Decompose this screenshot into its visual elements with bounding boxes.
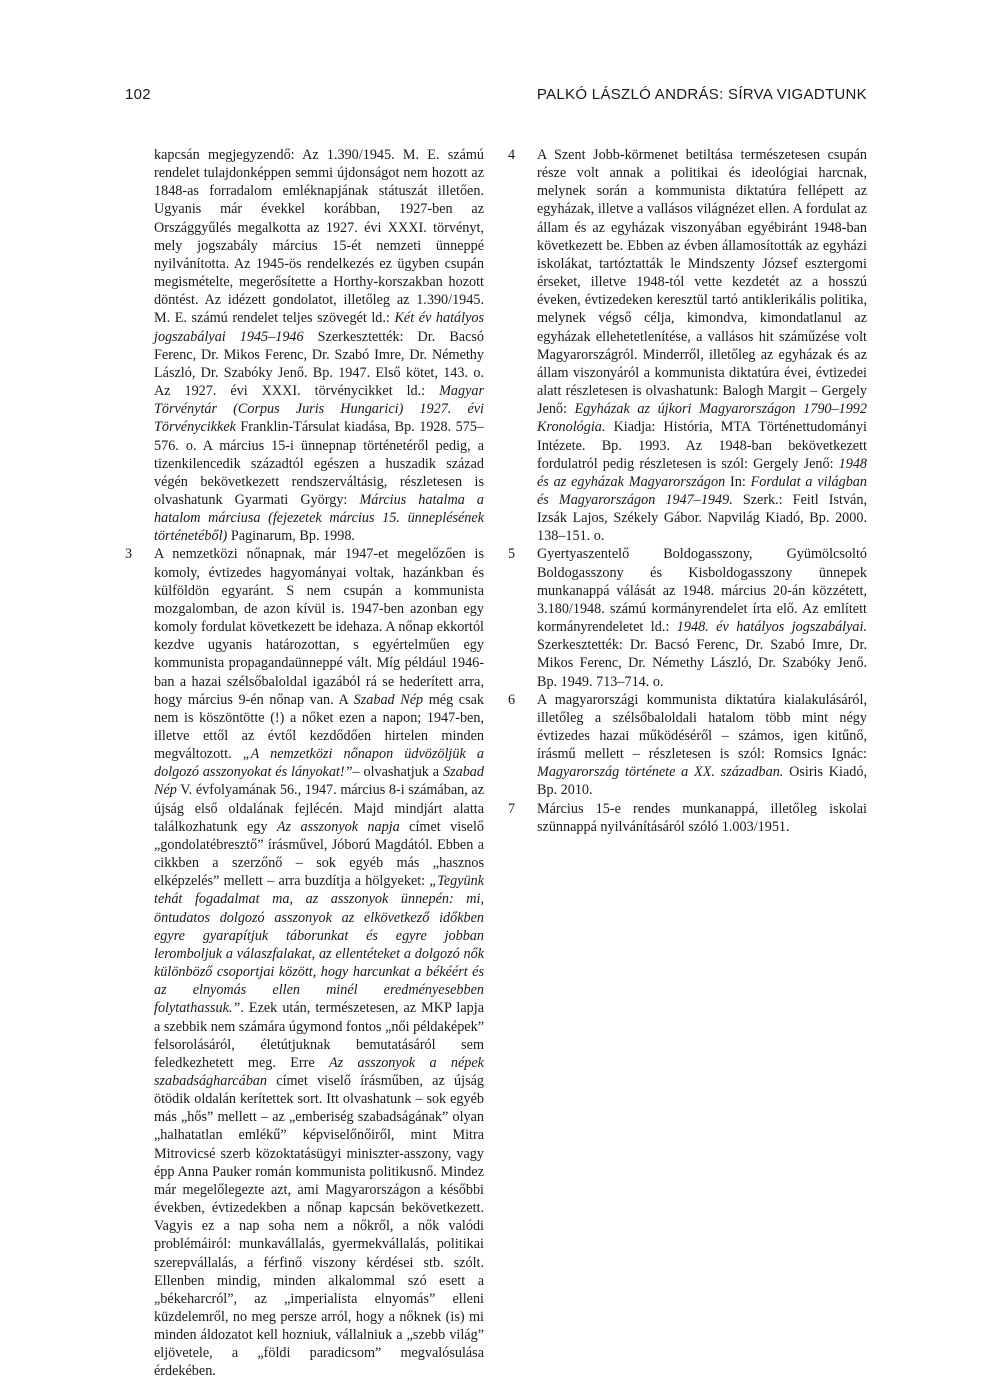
text-run: Franklin-Társulat kiadása, Bp. 1928. 575–576. o. A március 15-i ünnepnap történetéről pedig, a tizenkilencedik századtól egészen a huszadik század végén bekövetkezett rendszerváltásig, részletesen is olvashatunk Gyarmati György: <box>154 419 484 508</box>
text-run: Gyertyaszentelő Boldogasszony, Gyümölcsoltó Boldogasszony és Kisboldogasszony ünnepek munkanappá válását az 1948. március 20-án közzétett, 3.180/1948. számú kormányrendelet írta elő. Az említett kormányrendeletet ld.: <box>537 546 867 636</box>
footnote-text <box>537 800 867 836</box>
footnote-text <box>537 545 867 690</box>
text-run: címet viselő írásműben, az újság ötödik oldalán kerítettek sort. Itt olvashatunk – sok egyéb más „hős” mellett – az „emberiség szabadságának” olyan „halhatatlan emlékű” képviselőnőiről, mint Mitra Mitrovicsé szerb közoktatásügyi miniszter-asszony, vagy épp Anna Pauker román kommunista politikusnő. Mindez már megelőlegezte azt, ami Magyarországon a későbbi években, évtizedekben a nőnap kapcsán bekövetkezett. Vagyis ez a nap soha nem a nőkről, a nők valódi problémáiról: munkavállalás, gyermekvállalás, politikai szerepvállalás, a férfinő viszony kérdései stb. szólt. Ellenben mindig, minden alkalommal szó esett a „békeharcról”, az „imperialista elnyomás” elleni küzdelemről, no meg persze arról, hogy a nőknek (is) mi minden áldozatot kell hozniuk, vállalniuk a „szebb világ” eljövetele, a „földi paradicsom” megvalósulása érdekében. <box>154 1072 484 1380</box>
text-run: – olvashatjuk a <box>352 764 443 781</box>
footnote-3 <box>125 545 484 1380</box>
text-run: Szerkesztették: Dr. Bacsó Ferenc, Dr. Szabó Imre, Dr. Mikos Ferenc, Dr. Némethy László, Dr. Szabóky Jenő. Bp. 1949. 713–714. o. <box>537 637 867 690</box>
text-run: Március 15-e rendes munkanappá, illetőleg iskolai szünnappá nyilvánításáról szóló 1.003/1951. <box>537 800 867 835</box>
italic-title: Fordulat a világban és Magyarországon 1947–1949. <box>537 473 867 508</box>
text-run: Kiadja: História, MTA Történettudományi Intézete. Bp. 1993. Az 1948-ban bekövetkezett fordulatról pedig részletesen is szól: Gergely Jenő: <box>537 419 867 472</box>
italic-title: Magyar Törvénytár (Corpus Juris Hungarici) 1927. évi Törvénycikkek <box>154 383 484 436</box>
footnote-6 <box>508 691 867 800</box>
text-run: . Ezek után, természetesen, az MKP lapja a szebbik nem számára úgymond fontos „női példaképek” felsorolásáról, életútjuknak bemutatásáról sem feledkezhetett meg. Erre <box>154 1000 484 1071</box>
footnote-text <box>154 146 484 545</box>
text-run: kapcsán megjegyzendő: Az 1.390/1945. M. E. számú rendelet tulajdonképpen semmi újdonságot nem hozott az 1848-as forradalom emléknapjának státuszát illetően. Ugyanis már évekkel korábban, 1927-ben az Országgyűlés megalkotta az 1927. évi XXXI. törvényt, mely jogszabály március 15-ét nemzeti ünneppé nyilvánította. Az 1945-ös rendelkezés ez ügyben csupán megismételte, megerősítette a Horthy-korszakban hozott döntést. Az idézett gondolatot, illetőleg az 1.390/1945. M. E. számú rendelet teljes szövegét ld.: <box>154 147 484 327</box>
footnote-text <box>537 146 867 545</box>
italic-title: 1948 és az egyházak Magyarországon <box>537 455 867 490</box>
footnote-text <box>537 691 867 800</box>
footnote-number: 4 <box>508 147 516 163</box>
footnote-text <box>154 545 484 1380</box>
italic-quote: „Tegyünk tehát fogadalmat ma, az asszonyok ünnepén: mi, öntudatos dolgozó asszonyok az elkövetkező időkben egyre gyarapítjuk táborunkat és egyre jobban leromboljuk a válaszfalakat, az ellentéteket a dolgozó nők különböző csoportjai között, hogy harcunkat a békéért és az elnyomás ellen minél eredményesebben folytathassuk.” <box>154 873 484 1017</box>
footnote-2-continued <box>154 146 484 545</box>
running-header <box>125 86 867 108</box>
footnote-5 <box>508 545 867 690</box>
footnote-number: 6 <box>508 691 516 708</box>
text-run: A magyarországi kommunista diktatúra kialakulásáról, illetőleg a szélsőbaloldali hatalom több mint négy évtizedes hazai működéséről – számos, igen kitűnő, írásmű mellett – részletesen is szól: Romsics Ignác: <box>537 691 867 763</box>
text-run: Paginarum, Bp. 1998. <box>227 528 355 545</box>
text-run: Osiris Kiadó, Bp. 2010. <box>537 764 867 799</box>
text-run: Szerkesztették: Dr. Bacsó Ferenc, Dr. Mikos Ferenc, Dr. Szabó Imre, Dr. Némethy László, Dr. Szabóky Jenő. Bp. 1947. Első kötet, 143. o. Az 1927. évi XXXI. törvénycikket ld.: <box>154 328 484 400</box>
text-run: In: <box>725 473 751 490</box>
footnote-number: 3 <box>125 546 133 563</box>
left-column <box>125 146 484 1381</box>
text-run: A Szent Jobb-körmenet betiltása természetesen csupán része volt annak a politikai és ideológiai harcnak, melynek során a kommunista diktatúra fellépett az egyházak, illetve a vallásos világnézet ellen. A fordulat az állam és az egyházak viszonyában egyébiránt 1948-ban következett be. Ebben az évben államosították az egyházi iskolákat, tartóztatták le Mindszenty József esztergomi érseket, illetve 1948-tól vette kezdetét az a hosszú éveken, évtizedeken keresztül tartó antiklerikális politika, melynek végső célja, kimondva, kimondatlanul az egyházak ellehetetlenítése, a vallásos hit száműzése volt Magyarországról. Minderről, illetőleg az egyházak és az állam viszonyáról a kommunista diktatúra évei, évtizedei alatt részletesen is olvashatunk: Balogh Margit – Gergely Jenő: <box>537 147 867 418</box>
text-run: V. évfolyamának 56., 1947. március 8-i számában, az újság első oldalának fejlécén. Majd mindjárt alatta találkozhatunk egy <box>154 782 484 835</box>
text-run: még csak nem is köszöntötte (!) a nőket ezen a napon; 1947-ben, illetve ettől az évtől kezdődően hirtelen minden megváltozott. <box>154 691 484 763</box>
page-number: 102 <box>125 86 151 103</box>
italic-title: Szabad Nép <box>353 691 424 708</box>
text-run: A nemzetközi nőnapnak, már 1947-et megelőzően is komoly, évtizedes hagyományai voltak, hazánkban és külföldön egyaránt. S nem csupán a kommunista mozgalomban, de azon kívül is. 1947-ben azonban egy komoly fordulat következett be idehaza. A nőnap ekkortól kezdve ugyanis határozottan, s egyértelműen egy kommunista propagandaünneppé vált. Míg például 1946-ban a hazai szélsőbaloldal igazából rá se hederített arra, hogy március 9-én nőnap van. A <box>154 546 484 708</box>
italic-title: Az asszonyok napja <box>276 818 400 835</box>
italic-title: Március hatalma a hatalom márciusa (fejezetek március 15. ünneplésének történetéből) <box>154 491 484 545</box>
italic-title: Két év hatályos jogszabályai 1945–1946 <box>154 310 484 345</box>
italic-title: Magyarország története a XX. században. <box>537 764 784 781</box>
running-title: PALKÓ LÁSZLÓ ANDRÁS: SÍRVA VIGADTUNK <box>536 86 867 103</box>
footnote-7 <box>508 800 867 836</box>
italic-title: Szabad Nép <box>154 764 484 799</box>
text-run: Szerk.: Feitl István, Izsák Lajos, Székely Gábor. Napvilág Kiadó, Bp. 2000. 138–151. o. <box>537 491 867 545</box>
footnote-4 <box>508 146 867 545</box>
footnote-number: 7 <box>508 800 516 817</box>
footnote-number: 5 <box>508 546 516 563</box>
text-run: címet viselő „gondolatébresztő” írásművel, Jóború Magdától. Ebben a cikkben a szerzőnő – sok egyéb más „hasznos elképzelés” mellett – arra buzdítja a hölgyeket: <box>154 818 484 890</box>
italic-quote: „A nemzetközi nőnapon üdvözöljük a dolgozó asszonyokat és lányokat!” <box>154 746 484 781</box>
italic-title: Egyházak az újkori Magyarországon 1790–1992 Kronológia. <box>537 401 867 436</box>
italic-title: 1948. év hatályos jogszabályai. <box>676 619 867 636</box>
italic-title: Az asszonyok a népek szabadságharcában <box>154 1054 484 1089</box>
right-column <box>508 146 867 836</box>
